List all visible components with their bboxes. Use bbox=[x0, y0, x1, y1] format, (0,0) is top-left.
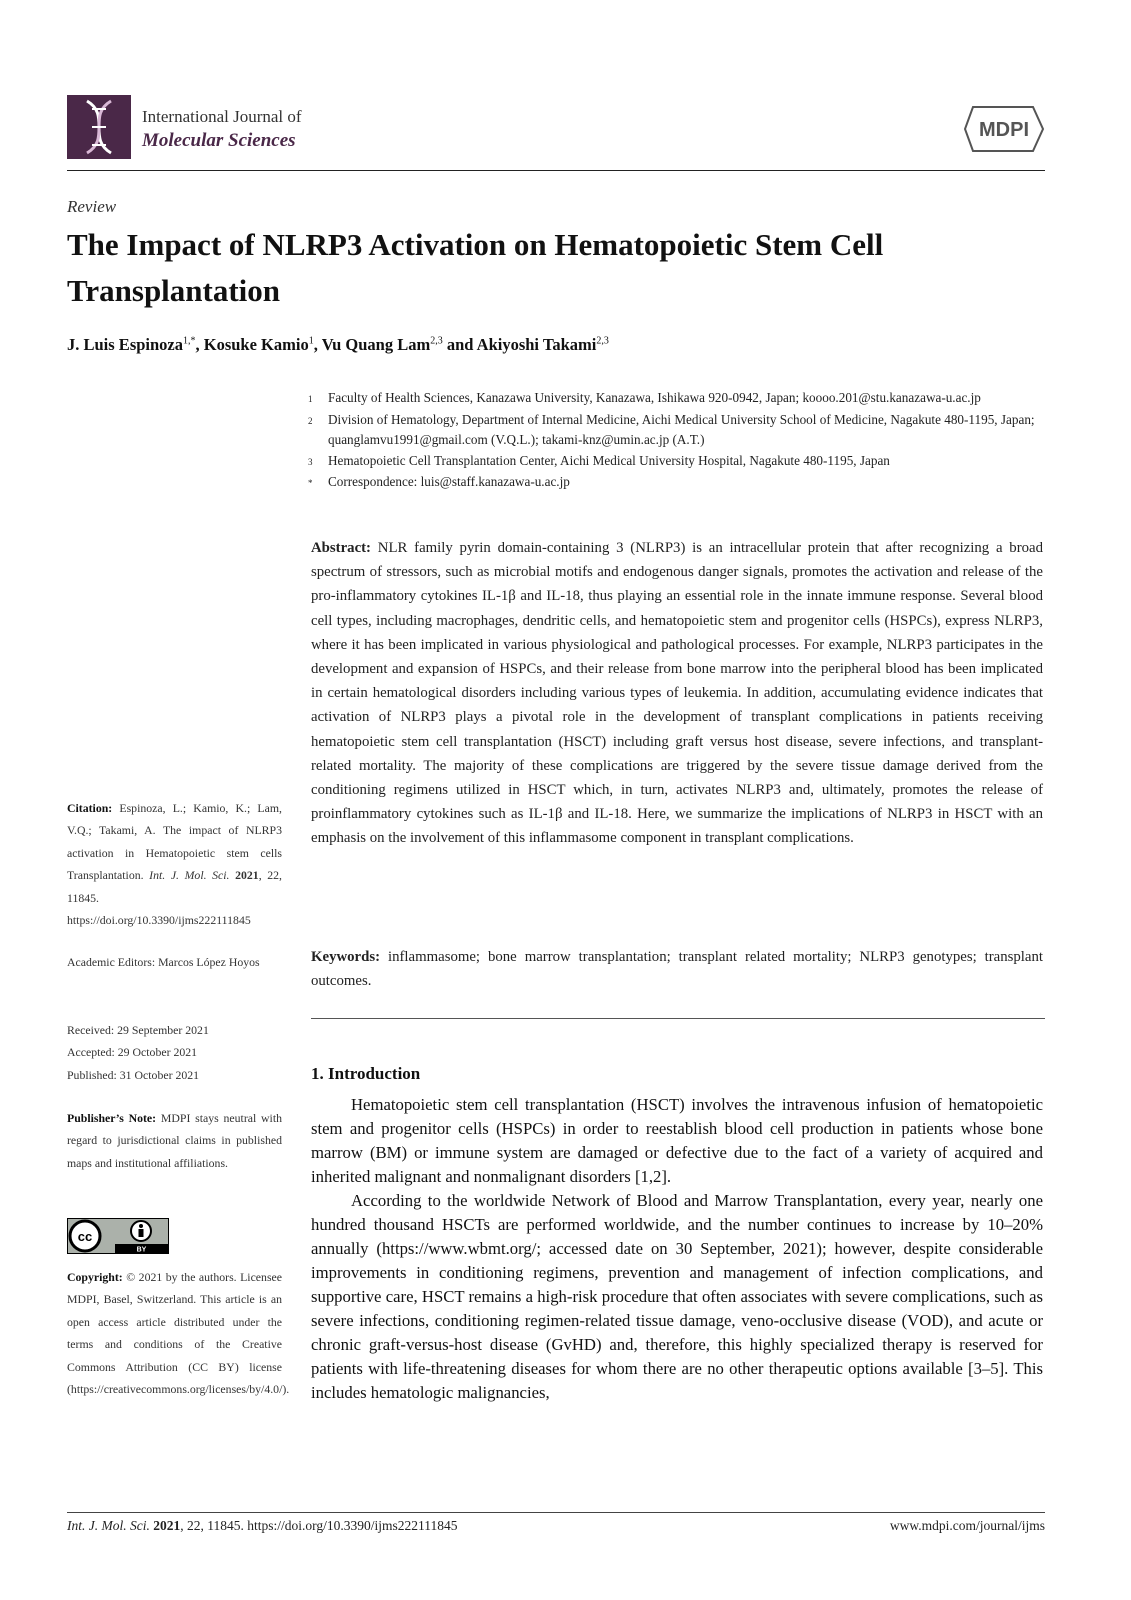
affiliation-text: Correspondence: luis@staff.kanazawa-u.ac.jp bbox=[328, 474, 570, 489]
abstract-text: NLR family pyrin domain-containing 3 (NLRP3) is an intracellular protein that after recognizing a broad spectrum of stressors, such as microbial motifs and endogenous danger signals, promotes the activation and release of the pro-inflammatory cytokines IL-1β and IL-18, thus playing an essential role in the innate immune response. Several blood cell types, including macrophages, dendritic cells, and hematopoietic stem and progenitor cells (HSPCs), express NLRP3, where it has been implicated in various physiological and pathological processes. For example, NLRP3 participates in the development and expansion of HSPCs, and their release from bone marrow into the peripheral blood has been implicated in certain hematological disorders including various types of leukemia. In addition, accumulating evidence indicates that activation of NLRP3 plays a pivotal role in the development of transplant complications in patients receiving hematopoietic stem cell transplantation (HSCT) including graft versus host disease, severe infections, and transplant-related mortality. The majority of these complications are triggered by the severe tissue damage derived from the conditioning regimens utilized in HSCT which, in turn, activates NLRP3 and, ultimately, promotes the release of proinflammatory cytokines such as IL-1β and IL-18. Here, we summarize the implications of NLRP3 in HSCT with an emphasis on the involvement of this inflammasome component in transplant complications. bbox=[311, 540, 1043, 847]
journal-logo bbox=[67, 95, 131, 159]
body-paragraph: Hematopoietic stem cell transplantation (HSCT) involves the intravenous infusion of hematopoietic stem and progenitor cells (HSPCs) in order to reestablish blood cell production in patients whose bone marrow (BM) or immune system are damaged or defective due to the fact of a variety of acquired and inherited malignant and nonmalignant disorders [1,2]. bbox=[311, 1095, 1043, 1186]
publication-dates bbox=[67, 1019, 282, 1086]
section-heading: 1. Introduction bbox=[311, 1064, 421, 1083]
abstract-label: Abstract: bbox=[311, 540, 371, 556]
footer-citation bbox=[67, 1518, 458, 1534]
citation-year: 2021 bbox=[235, 868, 259, 883]
cc-by-license-badge[interactable] bbox=[67, 1218, 169, 1254]
mdpi-logo bbox=[963, 103, 1045, 160]
keywords-label: Keywords: bbox=[311, 949, 381, 965]
affiliation-item bbox=[308, 410, 1048, 451]
affiliation-marker: 1 bbox=[308, 394, 313, 404]
author-affil-sup: 1 bbox=[308, 335, 314, 347]
body-paragraph: According to the worldwide Network of Blood and Marrow Transplantation, every year, nearly one hundred thousand HSCTs are performed worldwide, and the number continues to increase by 10–20% annually (https://www.wbmt.org/; accessed date on 30 September, 2021); however, despite considerable improvements in conditioning regimens, prevention and management of infection complications, and supportive care, HSCT remains a high-risk procedure that often associates with severe complications, such as severe infections, conditioning regimen-related tissue damage, veno-occlusive disease (VOD), and acute or chronic graft-versus-host disease (GvHD) and, therefore, this highly specialized therapy is reserved for patients with life-threatening diseases for whom there are no other therapeutic options available [3–5]. This includes hematologic malignancies, bbox=[311, 1191, 1043, 1402]
citation-label: Citation: bbox=[67, 801, 113, 815]
copyright-label: Copyright: bbox=[67, 1270, 123, 1284]
affiliation-item bbox=[308, 451, 1048, 473]
affiliation-item bbox=[308, 388, 1048, 410]
mdpi-logo-text: MDPI bbox=[979, 119, 1029, 141]
received-date: Received: 29 September 2021 bbox=[67, 1023, 209, 1037]
publisher-note bbox=[67, 1107, 282, 1174]
published-date: Published: 31 October 2021 bbox=[67, 1067, 200, 1082]
abstract-divider bbox=[311, 1018, 1045, 1019]
svg-text:cc: cc bbox=[77, 1229, 93, 1244]
license-badge-text: BY bbox=[136, 1246, 147, 1254]
affiliation-text: Faculty of Health Sciences, Kanazawa University, Kanazawa, Ishikawa 920-0942, Japan; koooo.201@stu.kanazawa-u.ac.jp bbox=[328, 390, 981, 405]
header-divider bbox=[67, 170, 1045, 171]
footer-journal: Int. J. Mol. Sci. bbox=[67, 1518, 150, 1533]
affiliation-item bbox=[308, 472, 1048, 494]
publisher-note-text: MDPI stays neutral with regard to jurisdictional claims in published maps and institutional affiliations. bbox=[67, 1111, 283, 1170]
footer-doi[interactable]: , 22, 11845. https://doi.org/10.3390/ijms222111845 bbox=[180, 1518, 458, 1533]
academic-editors: Academic Editors: Marcos López Hoyos bbox=[67, 955, 260, 969]
citation-doi[interactable]: , 22, 11845. https://doi.org/10.3390/ijms222111845 bbox=[67, 868, 282, 928]
footer-year: 2021 bbox=[153, 1518, 181, 1533]
affiliation-marker: * bbox=[308, 478, 313, 488]
abstract bbox=[311, 536, 1043, 851]
affiliation-text: Division of Hematology, Department of Internal Medicine, Aichi Medical University School of Medicine, Nagakute 480-1195, Japan; quanglamvu1991@gmail.com (V.Q.L.); takami-knz@umin.ac.jp (A.T.) bbox=[328, 411, 1035, 447]
affiliation-marker: 3 bbox=[308, 456, 313, 467]
author-affil-sup: 2,3 bbox=[430, 335, 443, 347]
affiliation-marker: 2 bbox=[308, 415, 313, 426]
author-affil-sup: 2,3 bbox=[596, 335, 609, 347]
copyright-text: © 2021 by the authors. Licensee MDPI, Basel, Switzerland. This article is an open access article distributed under the terms and conditions of the Creative Commons Attribution (CC BY) license (https://creativecommons.org/licenses/by/4.0/). bbox=[67, 1270, 290, 1397]
publisher-note-label: Publisher’s Note: bbox=[67, 1111, 157, 1125]
article-type: Review bbox=[67, 197, 117, 216]
footer-journal-url[interactable]: www.mdpi.com/journal/ijms bbox=[889, 1518, 1045, 1533]
author-affil-sup: 1,* bbox=[183, 335, 196, 347]
author-separator: and bbox=[442, 335, 477, 354]
footer-divider bbox=[67, 1512, 1045, 1513]
author-name: Akiyoshi Takami bbox=[476, 335, 597, 354]
copyright-block bbox=[67, 1266, 290, 1400]
author-separator: , bbox=[195, 335, 204, 354]
keywords-text: inflammasome; bone marrow transplantation; transplant related mortality; NLRP3 genotypes; transplant outcomes. bbox=[311, 949, 1043, 990]
author-name: Kosuke Kamio bbox=[203, 335, 309, 354]
author-separator: , bbox=[313, 335, 322, 354]
journal-name-line2: Molecular Sciences bbox=[142, 130, 296, 151]
citation-text: Espinoza, L.; Kamio, K.; Lam, V.Q.; Takami, A. The impact of NLRP3 activation in Hematopoietic stem cells Transplantation. bbox=[67, 801, 282, 883]
citation-journal: Int. J. Mol. Sci. bbox=[149, 868, 230, 883]
accepted-date: Accepted: 29 October 2021 bbox=[67, 1045, 198, 1060]
author-list bbox=[67, 335, 1027, 355]
author-name: J. Luis Espinoza bbox=[67, 335, 183, 354]
affiliations bbox=[308, 388, 1048, 494]
keywords bbox=[311, 945, 1043, 993]
paper-title: The Impact of NLRP3 Activation on Hematopoietic Stem Cell Transplantation bbox=[67, 227, 884, 308]
affiliation-text: Hematopoietic Cell Transplantation Center, Aichi Medical University Hospital, Nagakute 480-1195, Japan bbox=[328, 452, 890, 468]
journal-name-line1: International Journal of bbox=[142, 107, 302, 126]
introduction-body bbox=[311, 1093, 1043, 1405]
citation-block bbox=[67, 797, 282, 931]
author-name: Vu Quang Lam bbox=[321, 335, 431, 354]
